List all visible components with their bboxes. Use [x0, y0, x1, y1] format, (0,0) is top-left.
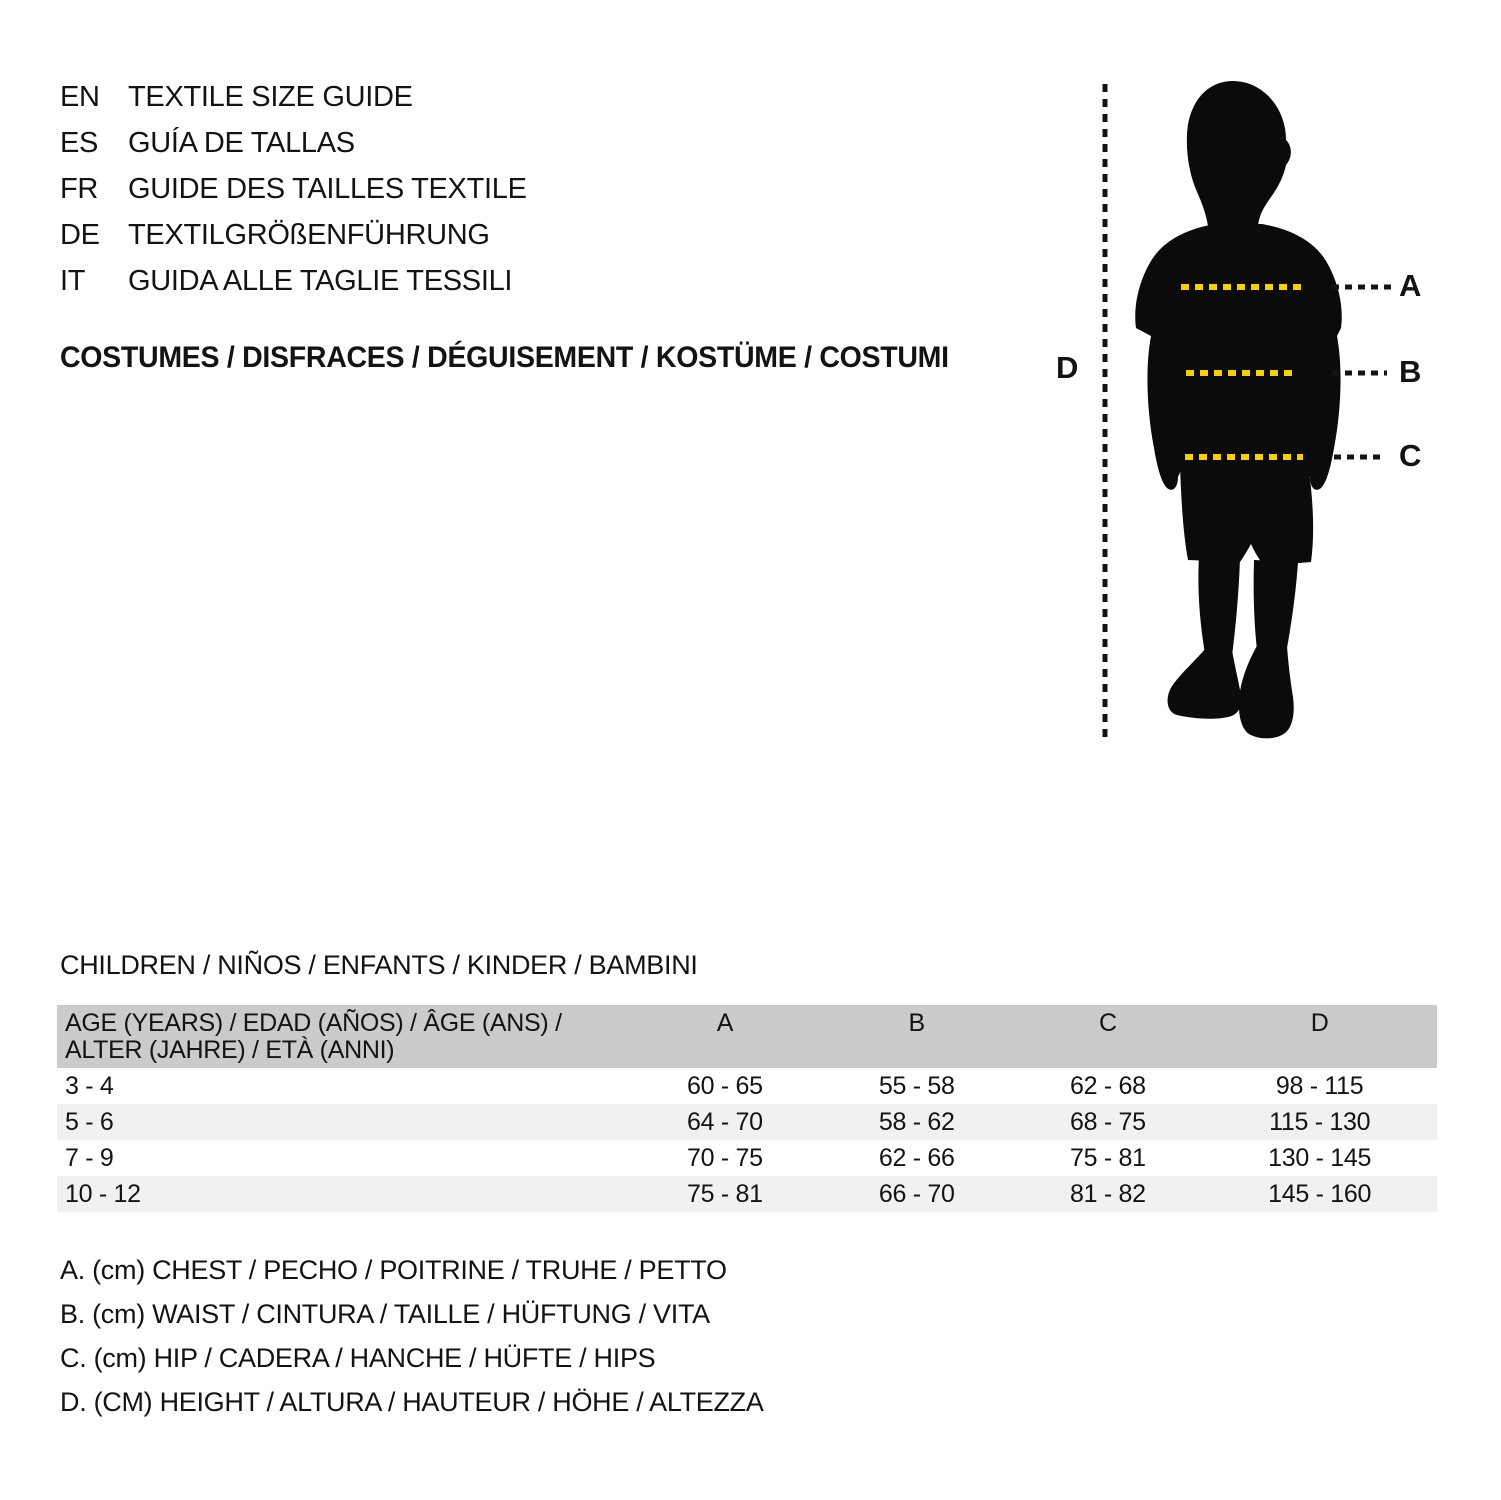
lang-label: GUIDA ALLE TAGLIE TESSILI — [128, 265, 513, 297]
lang-row-it — [60, 258, 527, 304]
category-title: COSTUMES / DISFRACES / DÉGUISEMENT / KOSTÜME / COSTUMI — [60, 341, 949, 374]
chest-cell: 75 - 81 — [687, 1180, 763, 1208]
age-cell: 5 - 6 — [65, 1108, 114, 1136]
lang-label: GUÍA DE TALLAS — [128, 127, 355, 159]
hip-cell: 81 - 82 — [1069, 1180, 1146, 1208]
age-cell: 3 - 4 — [65, 1072, 114, 1100]
age-header-line2: ALTER (JAHRE) / ETÀ (ANNI) — [65, 1036, 395, 1064]
lang-code: EN — [60, 81, 100, 113]
silhouette-left-shoe — [1168, 648, 1242, 719]
waist-cell: 58 - 62 — [878, 1108, 955, 1136]
legend-hip: C. (cm) HIP / CADERA / HANCHE / HÜFTE / HIPS — [60, 1343, 656, 1373]
language-list — [60, 74, 527, 304]
table-row — [57, 1068, 1437, 1104]
height-cell: 130 - 145 — [1268, 1144, 1372, 1172]
waist-cell: 55 - 58 — [878, 1072, 955, 1100]
waist-cell: 66 - 70 — [878, 1180, 955, 1208]
height-cell: 115 - 130 — [1269, 1108, 1371, 1136]
lang-label: TEXTILGRÖßENFÜHRUNG — [128, 219, 490, 251]
height-cell: 145 - 160 — [1268, 1180, 1372, 1208]
size-table-header-row — [57, 1005, 1437, 1068]
lang-row-de — [60, 212, 527, 258]
chest-cell: 70 - 75 — [687, 1144, 763, 1172]
table-row — [57, 1104, 1437, 1140]
age-cell: 7 - 9 — [65, 1144, 114, 1172]
lang-code: ES — [60, 127, 99, 159]
hip-label-c: C — [1399, 438, 1422, 473]
lang-label: GUIDE DES TAILLES TEXTILE — [128, 173, 527, 205]
table-section-title: CHILDREN / NIÑOS / ENFANTS / KINDER / BAMBINI — [60, 950, 698, 980]
waist-cell: 62 - 66 — [878, 1144, 955, 1172]
size-table — [57, 1005, 1437, 1212]
lang-label: TEXTILE SIZE GUIDE — [128, 81, 413, 113]
lang-row-fr — [60, 166, 527, 212]
height-label-d: D — [1056, 350, 1079, 385]
lang-row-es — [60, 120, 527, 166]
column-header-b: B — [908, 1009, 925, 1037]
child-silhouette-figure — [1040, 70, 1500, 760]
table-row — [57, 1176, 1437, 1212]
chest-cell: 64 - 70 — [687, 1108, 763, 1136]
height-cell: 98 - 115 — [1275, 1072, 1364, 1100]
age-column-header — [57, 1010, 630, 1064]
hip-cell: 68 - 75 — [1069, 1108, 1146, 1136]
silhouette — [1135, 81, 1342, 738]
waist-label-b: B — [1399, 354, 1422, 389]
lang-code: FR — [60, 173, 99, 205]
lang-row-en — [60, 74, 527, 120]
chest-label-a: A — [1399, 268, 1422, 303]
lang-code: DE — [60, 219, 100, 251]
hip-cell: 62 - 68 — [1069, 1072, 1146, 1100]
chest-cell: 60 - 65 — [687, 1072, 763, 1100]
silhouette-head — [1187, 81, 1291, 226]
table-row — [57, 1140, 1437, 1176]
legend-height: D. (CM) HEIGHT / ALTURA / HAUTEUR / HÖHE / ALTEZZA — [60, 1387, 764, 1417]
column-header-a: A — [716, 1009, 734, 1037]
hip-cell: 75 - 81 — [1069, 1144, 1146, 1172]
silhouette-right-shoe — [1239, 644, 1294, 738]
age-header-line1: AGE (YEARS) / EDAD (AÑOS) / ÂGE (ANS) / — [65, 1009, 562, 1037]
silhouette-shorts — [1180, 464, 1313, 566]
lang-code: IT — [60, 265, 86, 297]
silhouette-right-leg — [1254, 560, 1298, 650]
measurement-legend — [60, 1248, 764, 1424]
silhouette-torso-arms — [1135, 224, 1342, 490]
legend-chest: A. (cm) CHEST / PECHO / POITRINE / TRUHE / PETTO — [60, 1255, 727, 1285]
column-header-d: D — [1310, 1009, 1329, 1037]
silhouette-left-leg — [1198, 556, 1240, 656]
legend-waist: B. (cm) WAIST / CINTURA / TAILLE / HÜFTUNG / VITA — [60, 1299, 710, 1329]
column-header-c: C — [1098, 1009, 1117, 1037]
age-cell: 10 - 12 — [65, 1180, 141, 1208]
